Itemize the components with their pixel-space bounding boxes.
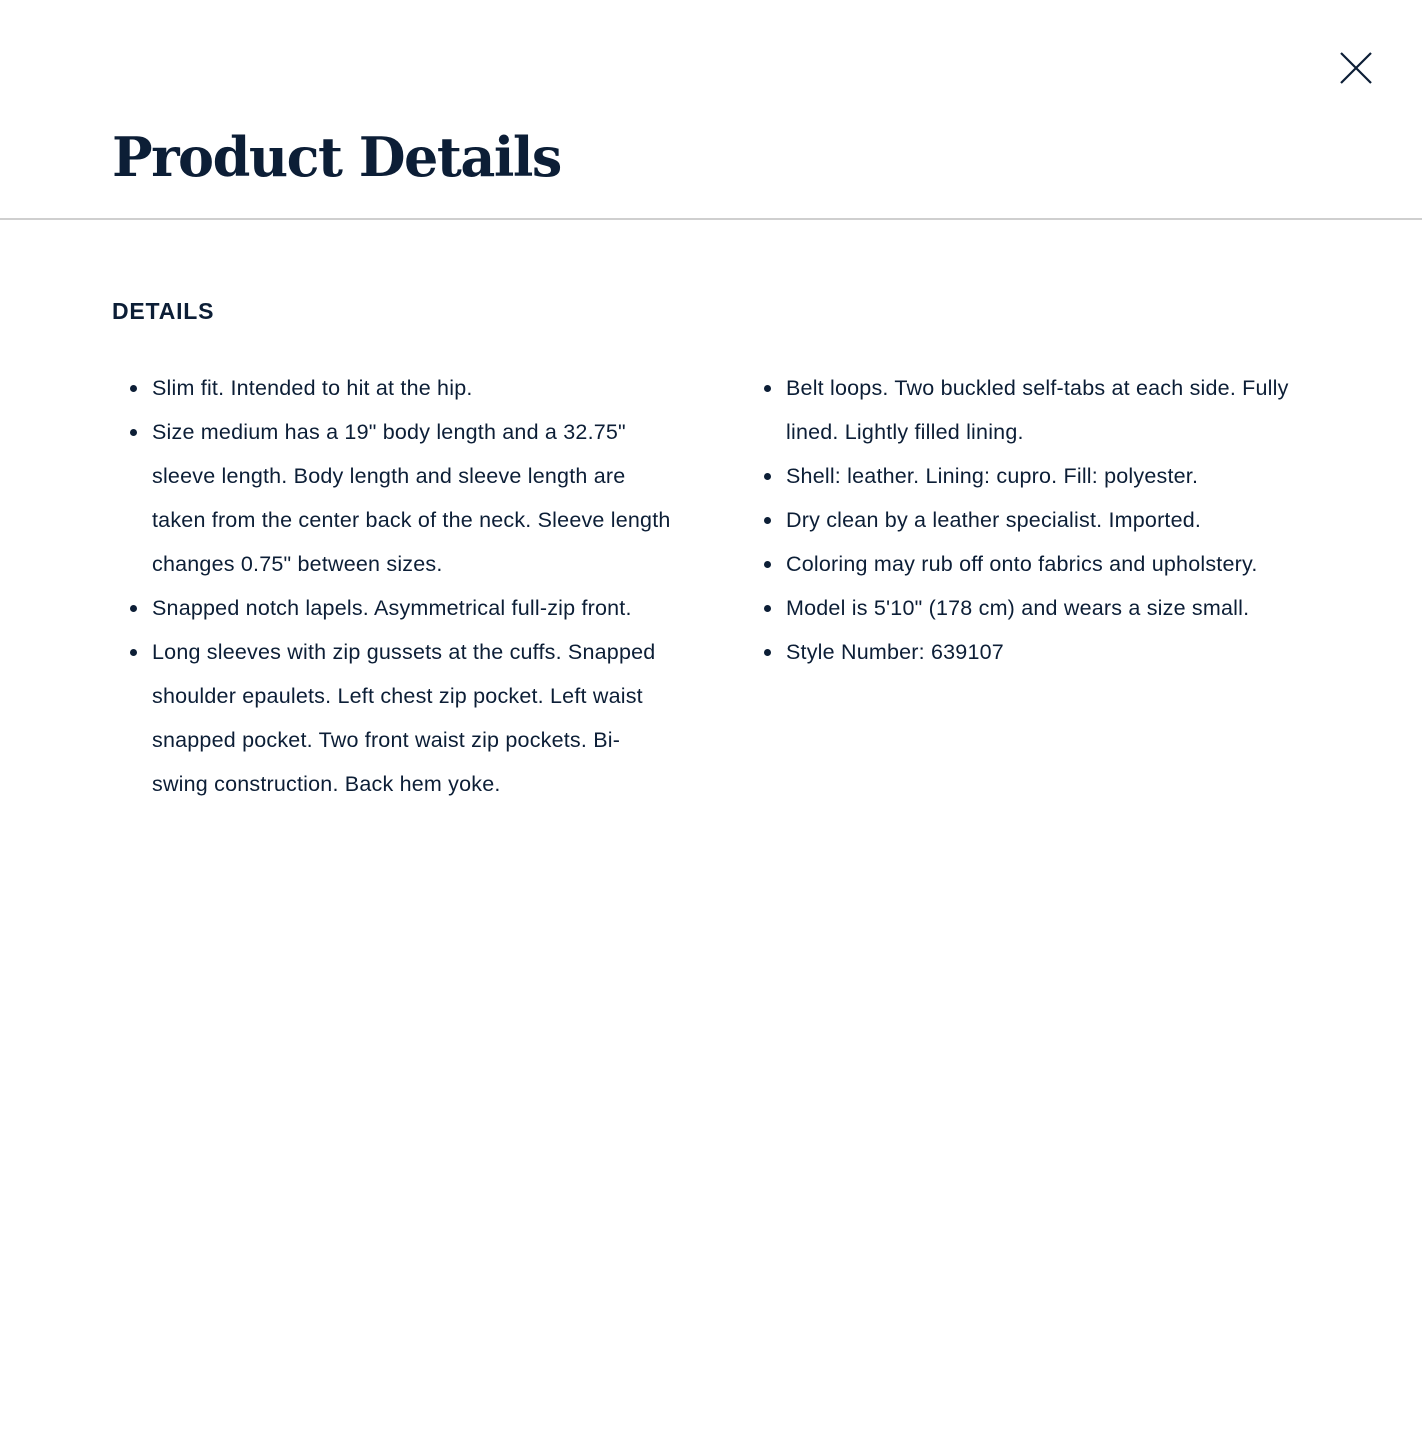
details-section bbox=[112, 296, 1310, 806]
list-item: Slim fit. Intended to hit at the hip. bbox=[152, 366, 676, 410]
section-heading: DETAILS bbox=[112, 298, 215, 324]
list-item: Shell: leather. Lining: cupro. Fill: polyester. bbox=[786, 454, 1310, 498]
close-icon bbox=[1339, 51, 1373, 85]
list-item: Dry clean by a leather specialist. Imported. bbox=[786, 498, 1310, 542]
page-title: Product Details bbox=[112, 125, 561, 189]
list-item: Style Number: 639107 bbox=[786, 630, 1310, 674]
list-item: Snapped notch lapels. Asymmetrical full-zip front. bbox=[152, 586, 676, 630]
list-item: Size medium has a 19" body length and a 32.75" sleeve length. Body length and sleeve length are taken from the center back of the neck. Sleeve length changes 0.75" between sizes. bbox=[152, 410, 676, 586]
list-item: Long sleeves with zip gussets at the cuffs. Snapped shoulder epaulets. Left chest zip pocket. Left waist snapped pocket. Two front waist zip pockets. Bi-swing construction. Back hem yoke. bbox=[152, 630, 676, 806]
list-item: Coloring may rub off onto fabrics and upholstery. bbox=[786, 542, 1310, 586]
close-button[interactable] bbox=[1334, 46, 1378, 90]
modal-header bbox=[0, 0, 1422, 220]
details-list bbox=[112, 366, 1310, 806]
list-item: Model is 5'10" (178 cm) and wears a size small. bbox=[786, 586, 1310, 630]
list-item: Belt loops. Two buckled self-tabs at each side. Fully lined. Lightly filled lining. bbox=[786, 366, 1310, 454]
